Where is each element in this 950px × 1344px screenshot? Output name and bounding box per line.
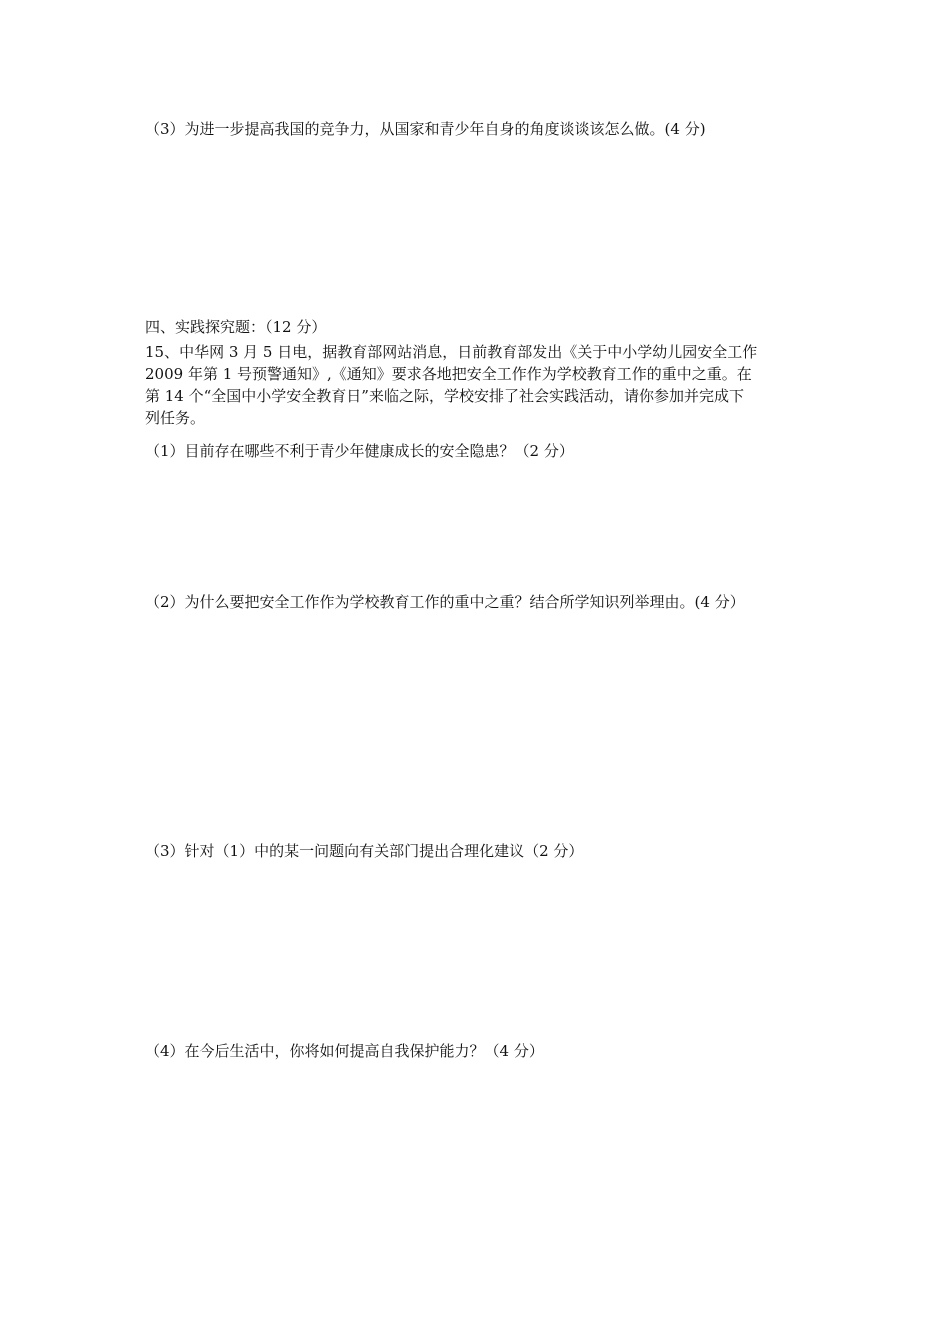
q15-line-4: 列任务。 — [145, 409, 206, 427]
answer-space-sub-3 — [145, 868, 810, 1033]
q15-line-1: 15、中华网 3 月 5 日电，据教育部网站消息，日前教育部发出《关于中小学幼儿园安全工作 — [145, 343, 758, 361]
question-15-sub-2: （2）为什么要把安全工作作为学校教育工作的重中之重？结合所学知识列举理由。(4 分） — [145, 593, 745, 611]
question-3-prev: （3）为进一步提高我国的竞争力，从国家和青少年自身的角度谈谈该怎么做。(4 分) — [145, 120, 706, 138]
question-15-stem — [145, 341, 810, 429]
question-15-sub-1: （1）目前存在哪些不利于青少年健康成长的安全隐患？（2 分） — [145, 442, 574, 460]
question-15-sub-4: （4）在今后生活中，你将如何提高自我保护能力？（4 分） — [145, 1042, 544, 1060]
answer-space-q3-prev — [145, 145, 810, 310]
q15-line-3: 第 14 个“全国中小学安全教育日”来临之际，学校安排了社会实践活动，请你参加并完成下 — [145, 387, 744, 405]
section-4-heading: 四、实践探究题：（12 分） — [145, 318, 327, 336]
question-15-sub-3: （3）针对（1）中的某一问题向有关部门提出合理化建议（2 分） — [145, 842, 584, 860]
answer-space-sub-2 — [145, 620, 810, 835]
q15-line-2: 2009 年第 1 号预警通知》,《通知》要求各地把安全工作作为学校教育工作的重中之重。在 — [145, 365, 752, 383]
answer-space-sub-4 — [145, 1068, 810, 1288]
answer-space-sub-1 — [145, 468, 810, 583]
